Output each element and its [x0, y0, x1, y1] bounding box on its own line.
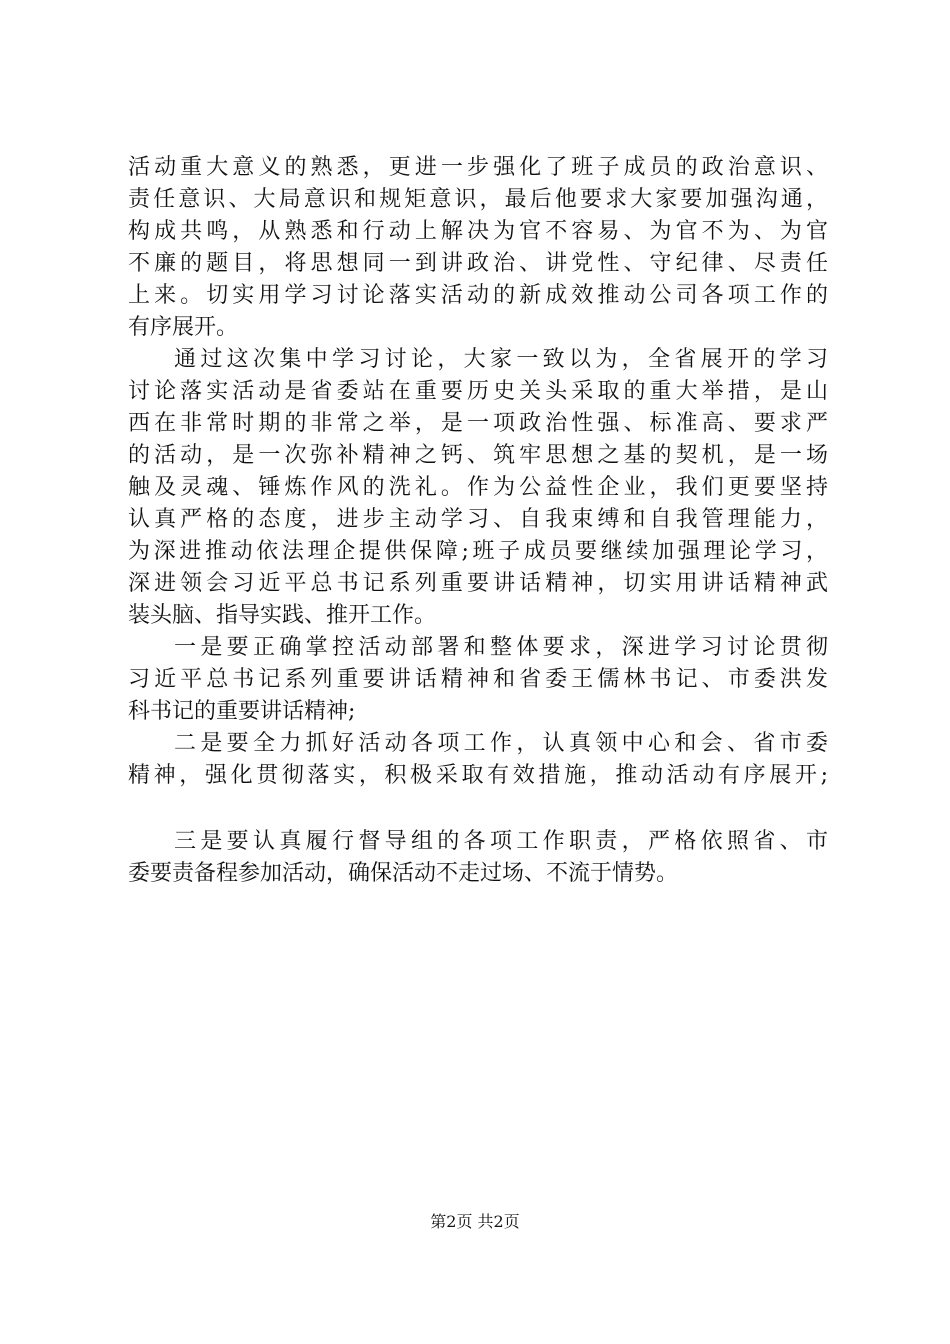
- text-line: 西在非常时期的非常之举，是一项政治性强、标准高、要求严: [128, 411, 828, 436]
- page-number-footer: 第2页 共2页: [430, 1212, 520, 1231]
- text-line: 科书记的重要讲话精神;: [128, 699, 356, 724]
- text-line: 通过这次集中学习讨论，大家一致以为，全省展开的学习: [174, 347, 828, 372]
- text-line: 有序展开。: [128, 315, 239, 340]
- paragraph-5: [128, 826, 828, 890]
- text-line: 上来。切实用学习讨论落实活动的新成效推动公司各项工作的: [128, 283, 828, 308]
- text-line: 装头脑、指导实践、推开工作。: [128, 603, 437, 628]
- text-line: 一是要正确掌控活动部署和整体要求，深进学习讨论贯彻: [174, 635, 828, 660]
- text-line: 活动重大意义的熟悉，更进一步强化了班子成员的政治意识、: [128, 155, 828, 180]
- paragraph-4: [128, 728, 828, 792]
- paragraph-2: [128, 344, 828, 632]
- paragraph-gap: [128, 792, 828, 826]
- text-line: 不廉的题目，将思想同一到讲政治、讲党性、守纪律、尽责任: [128, 251, 828, 276]
- text-line: 精神，强化贯彻落实，积极采取有效措施，推动活动有序展开;: [128, 763, 828, 788]
- text-line: 的活动，是一次弥补精神之钙、筑牢思想之基的契机，是一场: [128, 443, 828, 468]
- text-line: 三是要认真履行督导组的各项工作职责，严格依照省、市: [174, 829, 828, 854]
- text-line: 触及灵魂、锤炼作风的洗礼。作为公益性企业，我们更要坚持: [128, 475, 828, 500]
- text-line: 认真严格的态度，进步主动学习、自我束缚和自我管理能力，: [128, 507, 828, 532]
- document-body: [128, 152, 828, 890]
- text-line: 二是要全力抓好活动各项工作，认真领中心和会、省市委: [174, 731, 828, 756]
- text-line: 委要责备程参加活动，确保活动不走过场、不流于情势。: [128, 861, 679, 886]
- text-line: 讨论落实活动是省委站在重要历史关头采取的重大举措，是山: [128, 379, 828, 404]
- paragraph-1: [128, 152, 828, 344]
- text-line: 为深进推动依法理企提供保障;班子成员要继续加强理论学习，: [128, 539, 828, 564]
- paragraph-3: [128, 632, 828, 728]
- text-line: 深进领会习近平总书记系列重要讲话精神，切实用讲话精神武: [128, 571, 828, 596]
- text-line: 责任意识、大局意识和规矩意识，最后他要求大家要加强沟通，: [128, 187, 828, 212]
- text-line: 习近平总书记系列重要讲话精神和省委王儒林书记、市委洪发: [128, 667, 828, 692]
- text-line: 构成共鸣，从熟悉和行动上解决为官不容易、为官不为、为官: [128, 219, 828, 244]
